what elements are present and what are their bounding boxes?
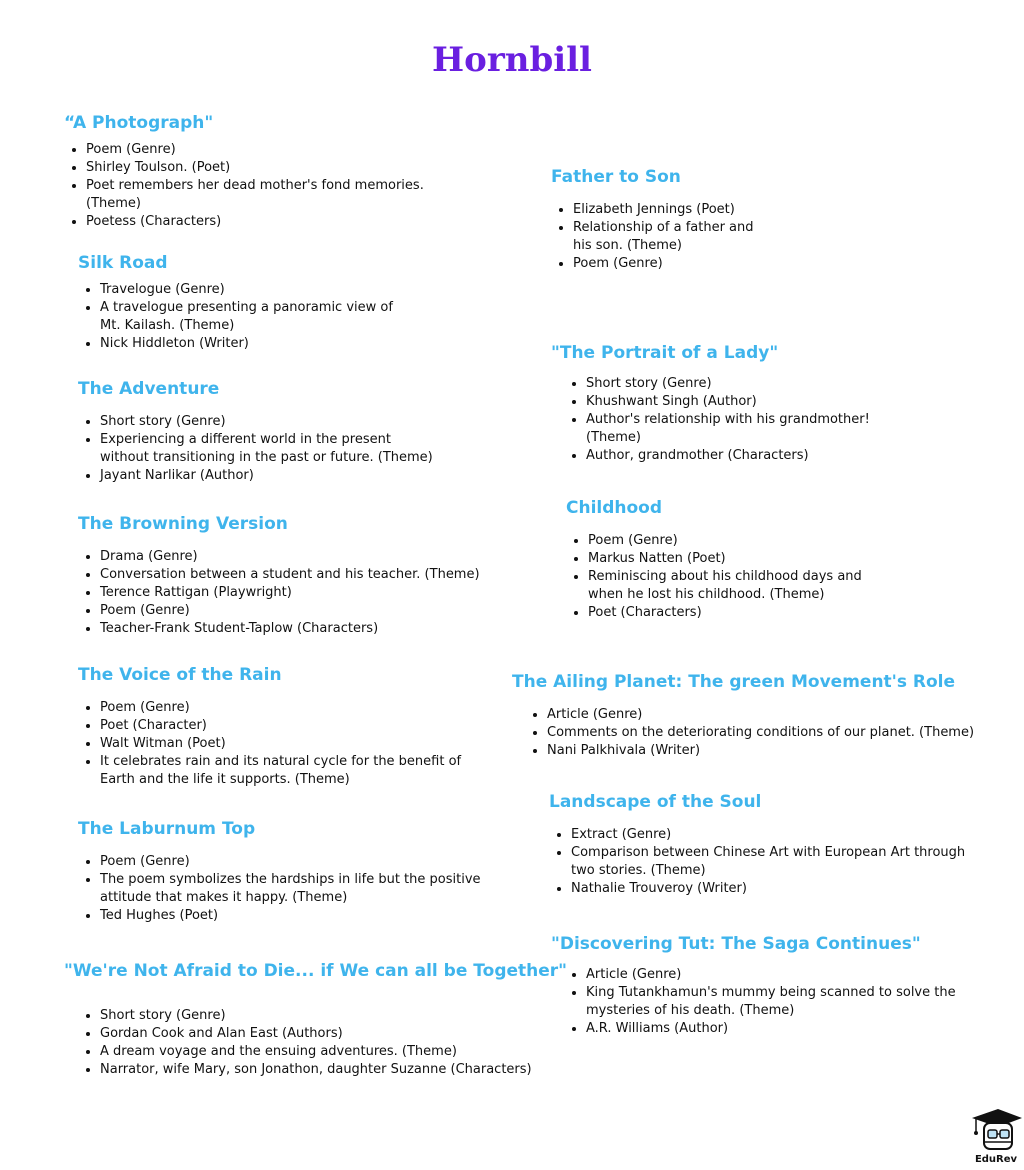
section-heading: The Ailing Planet: The green Movement's Role xyxy=(512,672,956,692)
list-item-continuation: without transitioning in the past or future. (Theme) xyxy=(100,450,433,465)
list-item: • Poet (Characters) xyxy=(588,604,862,622)
list-item: • Extract (Genre) xyxy=(571,826,965,844)
section-the-laburnum-top xyxy=(78,819,481,925)
list-item-continuation: (Theme) xyxy=(586,430,641,445)
list-item-continuation: his son. (Theme) xyxy=(573,238,682,253)
list-item: • Terence Rattigan (Playwright) xyxy=(100,584,480,602)
list-item: • Comparison between Chinese Art with European Art through xyxy=(571,844,965,862)
list-item: • Poem (Genre) xyxy=(86,141,424,159)
list-item: • Poetess (Characters) xyxy=(86,213,424,231)
list-item: • Article (Genre) xyxy=(547,706,974,724)
list-item: • Nani Palkhivala (Writer) xyxy=(547,742,974,760)
list-item: • Ted Hughes (Poet) xyxy=(100,907,481,925)
list-item: • Author, grandmother (Characters) xyxy=(586,447,870,465)
list-item: • Elizabeth Jennings (Poet) xyxy=(573,201,754,219)
list-item: • A dream voyage and the ensuing adventures. (Theme) xyxy=(100,1043,567,1061)
section-heading: Childhood xyxy=(566,498,663,518)
list-item: • Khushwant Singh (Author) xyxy=(586,393,870,411)
list-item: • Walt Witman (Poet) xyxy=(100,735,461,753)
list-item: • Reminiscing about his childhood days and xyxy=(588,568,862,586)
section-landscape-of-the-soul xyxy=(549,792,965,898)
list-item: • Author's relationship with his grandmother! xyxy=(586,411,870,429)
section-heading: "Discovering Tut: The Saga Continues" xyxy=(551,934,921,954)
list-item: • Poem (Genre) xyxy=(100,602,480,620)
list-item: • A travelogue presenting a panoramic view of xyxy=(100,299,393,317)
list-item-continuation: two stories. (Theme) xyxy=(571,863,706,878)
section-heading: "The Portrait of a Lady" xyxy=(551,343,779,363)
list-item-continuation: mysteries of his death. (Theme) xyxy=(586,1003,795,1018)
section-heading: The Browning Version xyxy=(78,514,288,534)
section-the-adventure xyxy=(78,379,433,485)
list-item-continuation: Earth and the life it supports. (Theme) xyxy=(100,772,350,787)
logo-text: EduRev xyxy=(974,1154,1018,1165)
section-the-browning-version xyxy=(78,514,480,638)
list-item: • Short story (Genre) xyxy=(100,1007,567,1025)
list-item-continuation: (Theme) xyxy=(86,196,141,211)
list-item: • Nathalie Trouveroy (Writer) xyxy=(571,880,965,898)
list-item: • Poem (Genre) xyxy=(588,532,862,550)
list-item-continuation: when he lost his childhood. (Theme) xyxy=(588,587,825,602)
section-ailing-planet xyxy=(512,672,974,760)
section-a-photograph xyxy=(64,113,424,231)
list-item: • Shirley Toulson. (Poet) xyxy=(86,159,424,177)
section-heading: The Adventure xyxy=(78,379,220,399)
edurev-logo xyxy=(968,1106,1024,1166)
list-item: • King Tutankhamun's mummy being scanned to solve the xyxy=(586,984,956,1002)
list-item: • Relationship of a father and xyxy=(573,219,754,237)
list-item: • The poem symbolizes the hardships in life but the positive xyxy=(100,871,481,889)
list-item: • Poem (Genre) xyxy=(573,255,754,273)
list-item: • Nick Hiddleton (Writer) xyxy=(100,335,393,353)
list-item: • Experiencing a different world in the present xyxy=(100,431,433,449)
list-item-continuation: Mt. Kailash. (Theme) xyxy=(100,318,235,333)
section-heading: "We're Not Afraid to Die... if We can all be Together" xyxy=(64,961,568,981)
section-heading: “A Photograph" xyxy=(64,113,214,133)
list-item: • Poet (Character) xyxy=(100,717,461,735)
list-item: • It celebrates rain and its natural cycle for the benefit of xyxy=(100,753,461,771)
section-not-afraid-to-die xyxy=(64,961,567,1079)
list-item: • Poet remembers her dead mother's fond memories. xyxy=(86,177,424,195)
list-item: • Short story (Genre) xyxy=(100,413,433,431)
list-item: • Conversation between a student and his teacher. (Theme) xyxy=(100,566,480,584)
list-item: • Jayant Narlikar (Author) xyxy=(100,467,433,485)
list-item: • Short story (Genre) xyxy=(586,375,870,393)
list-item: • Teacher-Frank Student-Taplow (Characters) xyxy=(100,620,480,638)
list-item: • A.R. Williams (Author) xyxy=(586,1020,956,1038)
list-item: • Comments on the deteriorating conditions of our planet. (Theme) xyxy=(547,724,974,742)
section-silk-road xyxy=(78,253,393,353)
section-the-voice-of-the-rain xyxy=(78,665,461,789)
section-heading: Landscape of the Soul xyxy=(549,792,762,812)
graduation-cap-icon xyxy=(968,1106,1024,1156)
section-heading: The Voice of the Rain xyxy=(78,665,282,685)
list-item: • Gordan Cook and Alan East (Authors) xyxy=(100,1025,567,1043)
section-heading: Silk Road xyxy=(78,253,168,273)
list-item: • Narrator, wife Mary, son Jonathon, daughter Suzanne (Characters) xyxy=(100,1061,567,1079)
section-discovering-tut xyxy=(551,934,956,1038)
list-item: • Poem (Genre) xyxy=(100,699,461,717)
section-heading: The Laburnum Top xyxy=(78,819,256,839)
section-childhood xyxy=(566,498,862,622)
section-heading: Father to Son xyxy=(551,167,681,187)
section-portrait-of-a-lady xyxy=(551,343,870,465)
list-item: • Drama (Genre) xyxy=(100,548,480,566)
section-father-to-son xyxy=(551,167,754,273)
list-item: • Article (Genre) xyxy=(586,966,956,984)
list-item: • Travelogue (Genre) xyxy=(100,281,393,299)
list-item: • Poem (Genre) xyxy=(100,853,481,871)
list-item-continuation: attitude that makes it happy. (Theme) xyxy=(100,890,348,905)
list-item: • Markus Natten (Poet) xyxy=(588,550,862,568)
page-title: Hornbill xyxy=(432,40,592,80)
